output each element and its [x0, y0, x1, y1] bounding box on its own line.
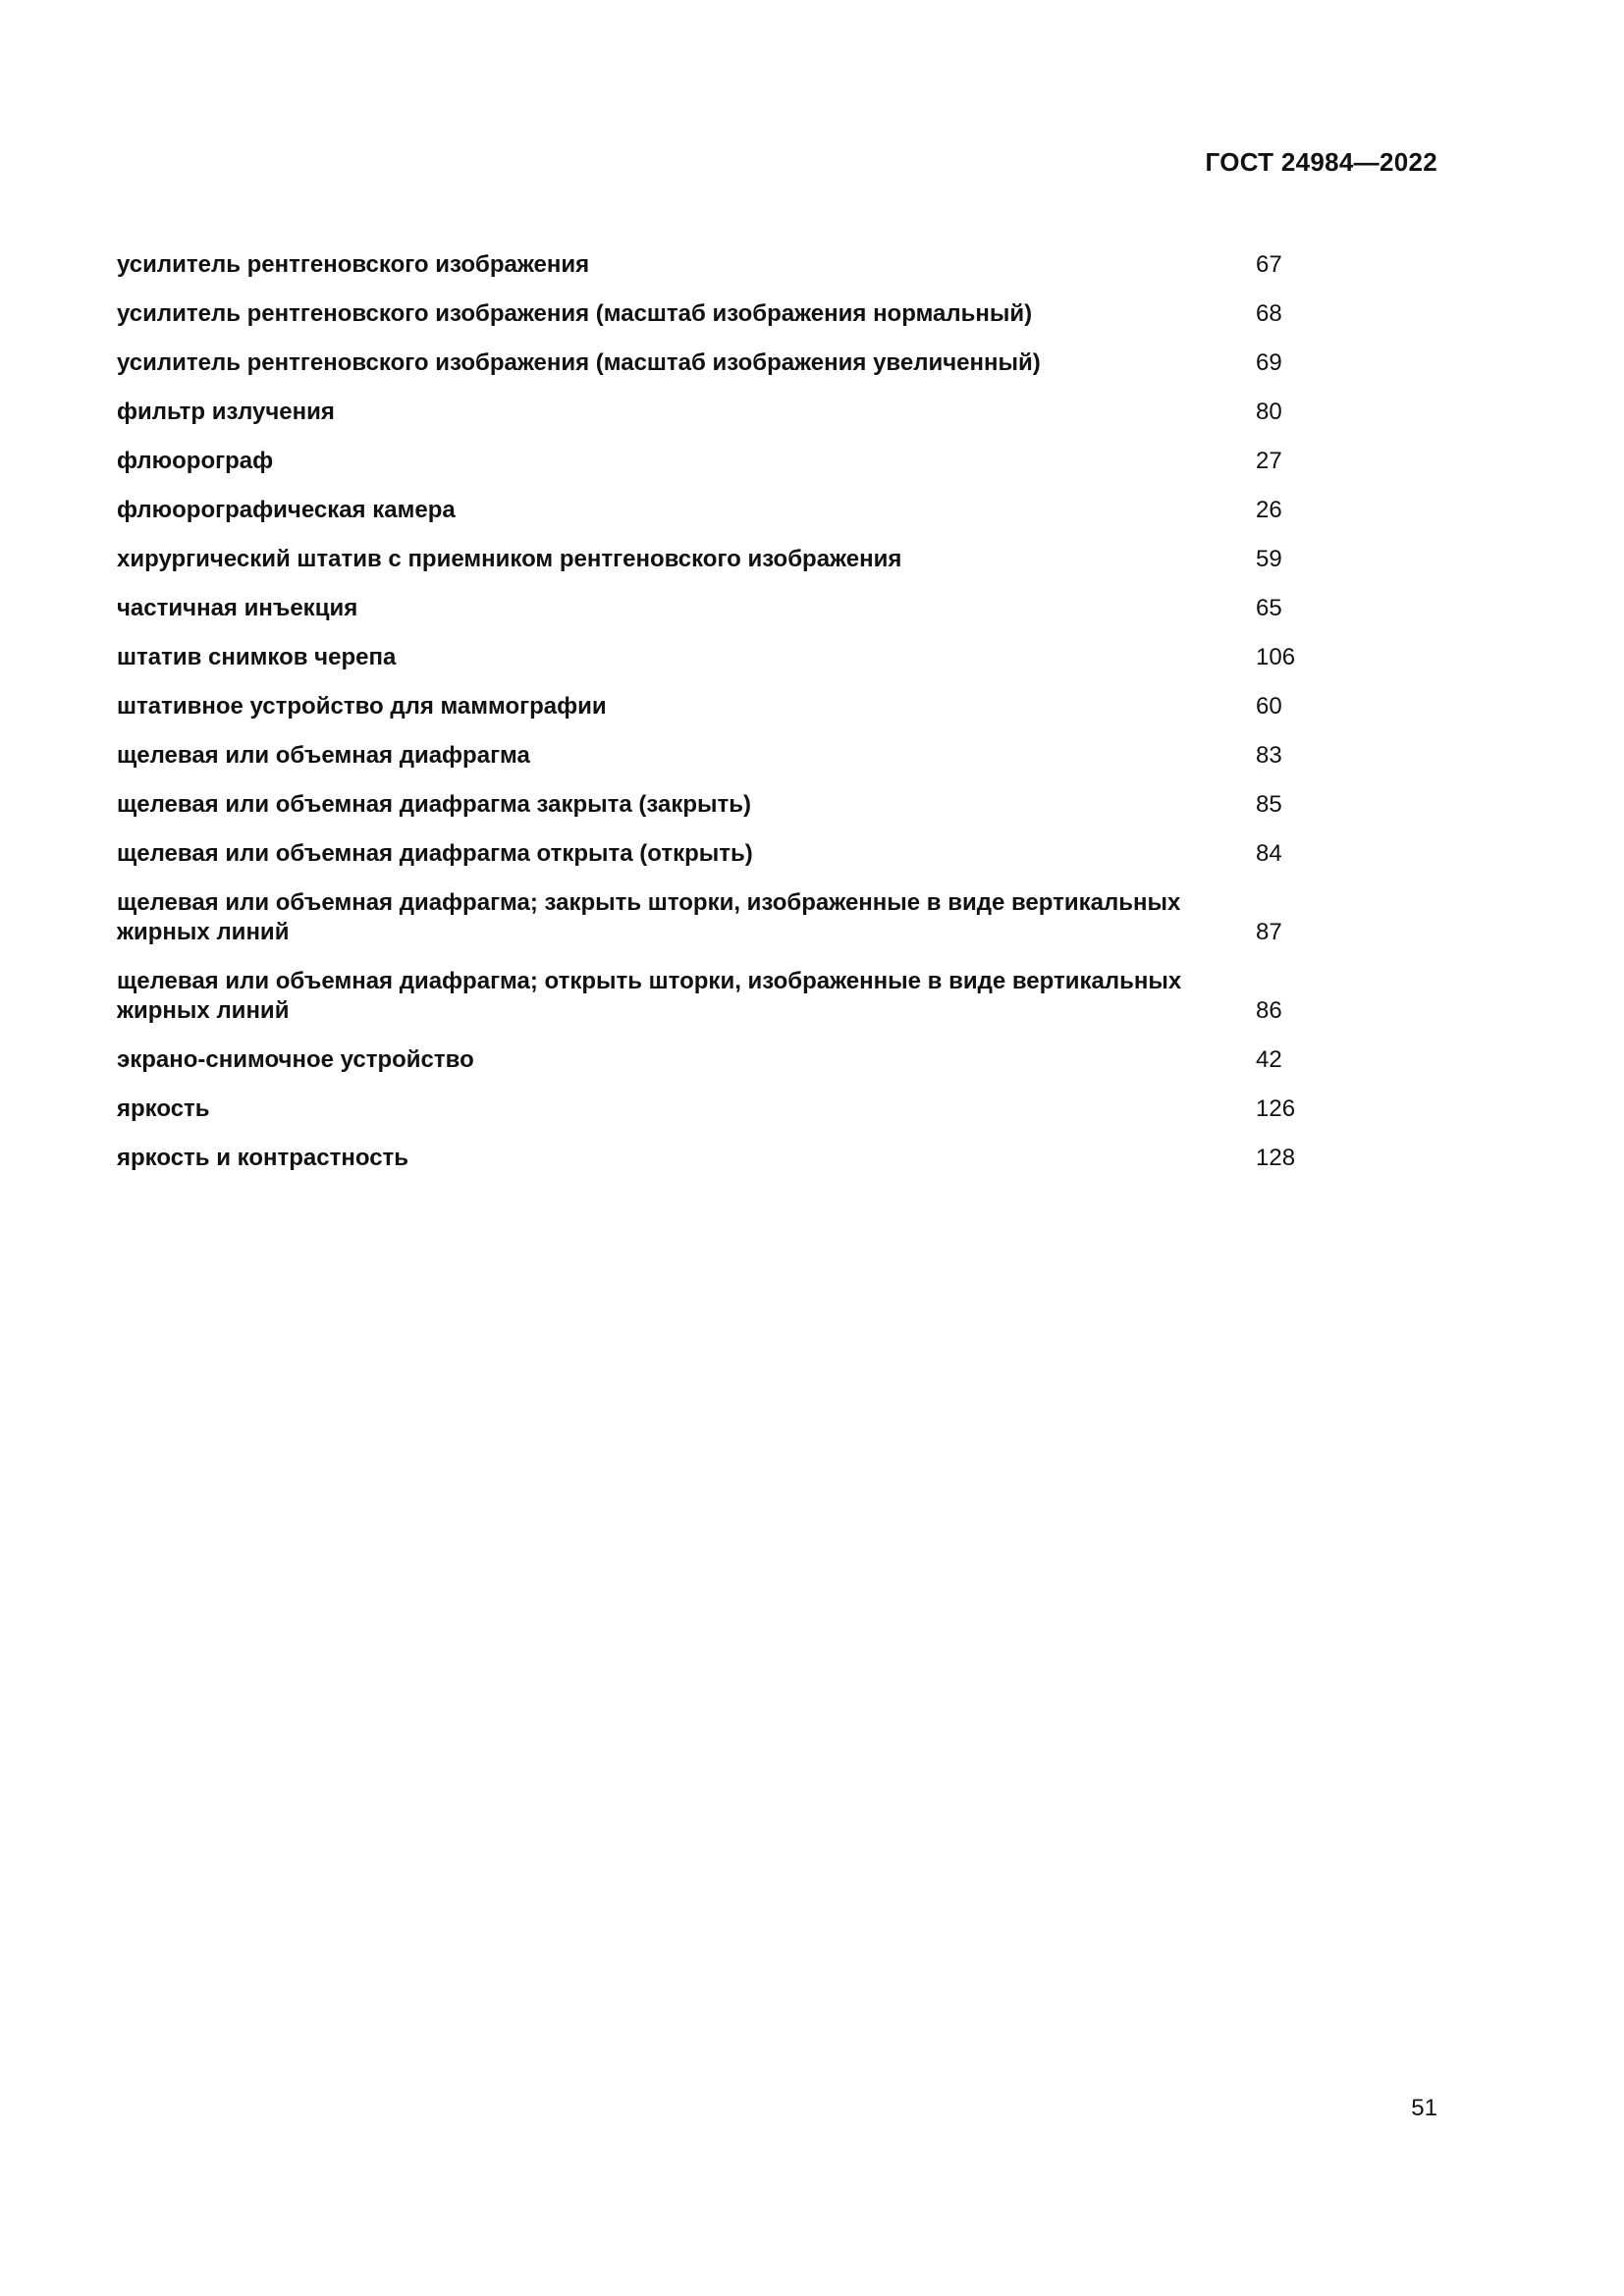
index-number: 106: [1256, 644, 1296, 670]
index-row: [117, 533, 1393, 582]
index-number: 80: [1256, 399, 1282, 425]
index-row: [117, 288, 1393, 337]
index-term: щелевая или объемная диафрагма: [117, 742, 530, 769]
index-number: 65: [1256, 595, 1282, 621]
index-term: усилитель рентгеновского изображения: [117, 251, 590, 278]
index-row: [117, 778, 1393, 828]
index-number: 87: [1256, 919, 1282, 945]
index-row: [117, 1083, 1393, 1132]
index-term: экрано-снимочное устройство: [117, 1046, 474, 1073]
index-number: 27: [1256, 448, 1282, 474]
index-number: 59: [1256, 546, 1282, 572]
index-row: [117, 955, 1393, 1034]
index-number: 126: [1256, 1095, 1296, 1122]
index-number: 83: [1256, 742, 1282, 769]
index-term: штатив снимков черепа: [117, 644, 397, 670]
index-term: штативное устройство для маммографии: [117, 693, 607, 720]
index-number: 68: [1256, 300, 1282, 327]
index-number: 69: [1256, 349, 1282, 376]
index-term: усилитель рентгеновского изображения (масштаб изображения нормальный): [117, 300, 1033, 327]
index-number: 84: [1256, 840, 1282, 867]
index-term: флюорограф: [117, 448, 274, 474]
index-number: 67: [1256, 251, 1282, 278]
index-row: [117, 484, 1393, 533]
index-number: 60: [1256, 693, 1282, 720]
index-row: [117, 386, 1393, 435]
index-row: [117, 337, 1393, 386]
index-term: хирургический штатив с приемником рентгеновского изображения: [117, 546, 902, 572]
index-row: [117, 680, 1393, 729]
index-number: 85: [1256, 791, 1282, 818]
page-number: 51: [1411, 2095, 1437, 2121]
index-row: [117, 877, 1393, 955]
index-term: усилитель рентгеновского изображения (масштаб изображения увеличенный): [117, 349, 1041, 376]
index-term: яркость и контрастность: [117, 1145, 409, 1171]
index-number: 128: [1256, 1145, 1296, 1171]
index-number: 86: [1256, 997, 1282, 1024]
index-number: 26: [1256, 497, 1282, 523]
index-row: [117, 239, 1393, 288]
index-term: флюорографическая камера: [117, 497, 456, 523]
index-row: [117, 435, 1393, 484]
term-index-list: [117, 239, 1393, 1181]
index-term: яркость: [117, 1095, 210, 1122]
index-term: щелевая или объемная диафрагма закрыта (закрыть): [117, 791, 752, 818]
index-row: [117, 828, 1393, 877]
index-term: фильтр излучения: [117, 399, 335, 425]
index-row: [117, 631, 1393, 680]
index-row: [117, 1132, 1393, 1181]
index-number: 42: [1256, 1046, 1282, 1073]
index-row: [117, 582, 1393, 631]
index-term: щелевая или объемная диафрагма открыта (открыть): [117, 840, 753, 867]
document-code-header: ГОСТ 24984—2022: [1205, 147, 1437, 177]
index-row: [117, 1034, 1393, 1083]
index-row: [117, 729, 1393, 778]
index-term: щелевая или объемная диафрагма; открыть шторки, изображенные в виде вертикальных жирных линий: [117, 968, 1182, 1024]
index-term: щелевая или объемная диафрагма; закрыть шторки, изображенные в виде вертикальных жирных линий: [117, 889, 1181, 945]
index-term: частичная инъекция: [117, 595, 358, 621]
